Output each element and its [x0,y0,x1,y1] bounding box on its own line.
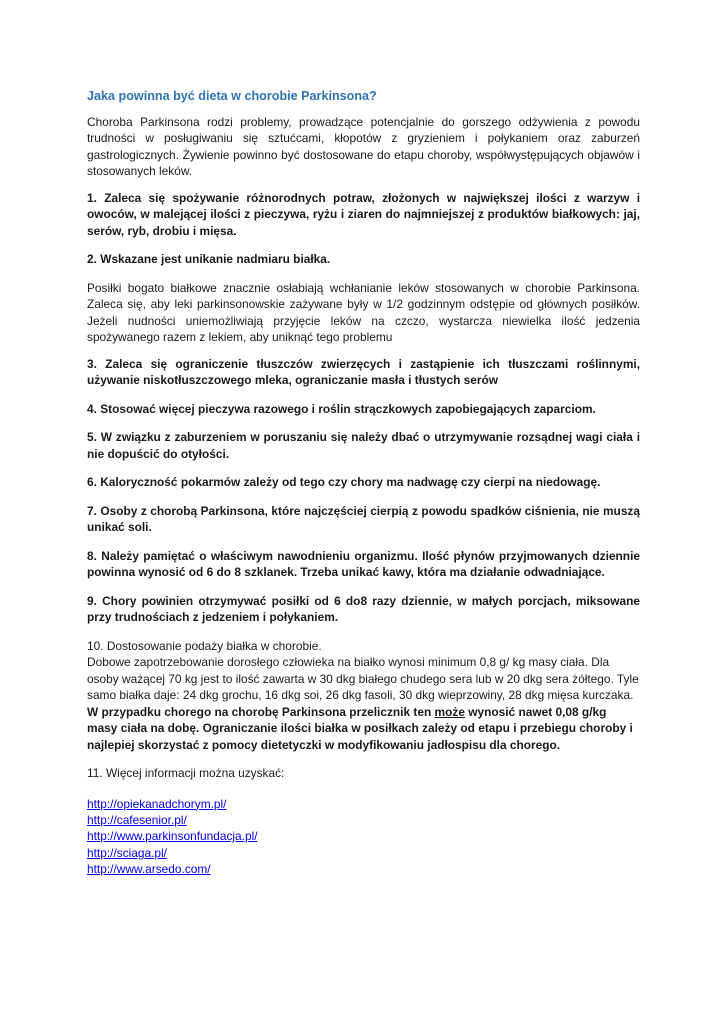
point-10-text [87,654,640,753]
point-7: 7. Osoby z chorobą Parkinsona, które najczęściej cierpią z powodu spadków ciśnienia, nie muszą unikać soli. [87,503,640,534]
point-10-bold-a: W przypadku chorego na chorobę Parkinsona przelicznik ten [87,704,435,719]
point-10-bold-underline: może [434,704,465,719]
link-parkinsonfundacja[interactable]: http://www.parkinsonfundacja.pl/ [87,829,258,844]
point-10-text-regular: Dobowe zapotrzebowanie dorosłego człowieka na białko wynosi minimum 0,8 g/ kg masy ciała. Dla osoby ważącej 70 kg jest to ilość zawarta w 30 dkg białego chudego sera lub w 20 dkg sera żółtego. Tyle samo białka daje: 24 dkg grochu, 16 dkg soi, 26 dkg fasoli, 30 dkg wieprzowiny, 28 dkg mięsa kurczaka. [87,655,639,702]
links-list [87,796,640,878]
page-title: Jaka powinna być dieta w chorobie Parkinsona? [87,89,377,103]
point-1: 1. Zaleca się spożywanie różnorodnych potraw, złożonych w największej ilości z warzyw i owoców, w malejącej ilości z pieczywa, ryżu i ziaren do najmniejszej z produktów białkowych: jaj, serów, ryb, drobiu i mięsa. [87,190,640,238]
point-10-bold-b: wynosić nawet 0,08 g/kg masy ciała na dobę. Ograniczanie ilości białka w posiłkach zależy od etapu i przebiegu choroby i najlepiej skorzystać z pomocy dietetyczki w modyfikowaniu jadłospisu dla chorego. [87,704,633,752]
point-3: 3. Zaleca się ograniczenie tłuszczów zwierzęcych i zastąpienie ich tłuszczami roślinnymi, używanie niskotłuszczowego mleka, ograniczanie masła i tłustych serów [87,356,640,387]
point-10 [87,638,640,754]
point-8: 8. Należy pamiętać o właściwym nawodnieniu organizmu. Ilość płynów przyjmowanych dziennie powinna wynosić od 6 do 8 szklanek. Trzeba unikać kawy, która ma działanie odwadniające. [87,548,640,579]
point-10-heading: 10. Dostosowanie podaży białka w chorobie. [87,638,322,653]
point-6: 6. Kaloryczność pokarmów zależy od tego czy chory ma nadwagę czy cierpi na niedowagę. [87,475,601,489]
point-2-text: Posiłki bogato białkowe znacznie osłabiają wchłanianie leków stosowanych w chorobie Parkinsona. Zaleca się, aby leki parkinsonowskie zażywane były w 1/2 godzinnym odstępie od głównych posiłków. Jeżeli nudności uniemożliwiają przyjęcie leków na czczo, wystarcza niewielka ilość jedzenia spożywanego razem z lekiem, aby uniknąć tego problemu [87,280,640,344]
link-sciaga[interactable]: http://sciaga.pl/ [87,845,167,860]
link-cafesenior[interactable]: http://cafesenior.pl/ [87,812,187,827]
document-page [87,88,640,878]
link-opiekanadchorym[interactable]: http://opiekanadchorym.pl/ [87,796,227,811]
point-9: 9. Chory powinien otrzymywać posiłki od 6 do8 razy dziennie, w małych porcjach, miksowane przy trudnościach z jedzeniem i połykaniem. [87,593,640,624]
point-4: 4. Stosować więcej pieczywa razowego i roślin strączkowych zapobiegających zaparciom. [87,401,596,416]
point-5: 5. W związku z zaburzeniem w poruszaniu się należy dbać o utrzymywanie rozsądnej wagi ciała i nie dopuścić do otyłości. [87,430,640,461]
point-2-heading: 2. Wskazane jest unikanie nadmiaru białka. [87,252,331,266]
point-11: 11. Więcej informacji można uzyskać: [87,766,285,780]
link-arsedo[interactable]: http://www.arsedo.com/ [87,862,211,877]
intro-paragraph: Choroba Parkinsona rodzi problemy, prowadzące potencjalnie do gorszego odżywienia z powodu trudności w posługiwaniu się sztućcami, kłopotów z gryzieniem i połykaniem oraz zaburzeń gastrologicznych. Żywienie powinno być dostosowane do etapu choroby, współwystępujących objawów i stosowanych leków. [87,114,640,178]
